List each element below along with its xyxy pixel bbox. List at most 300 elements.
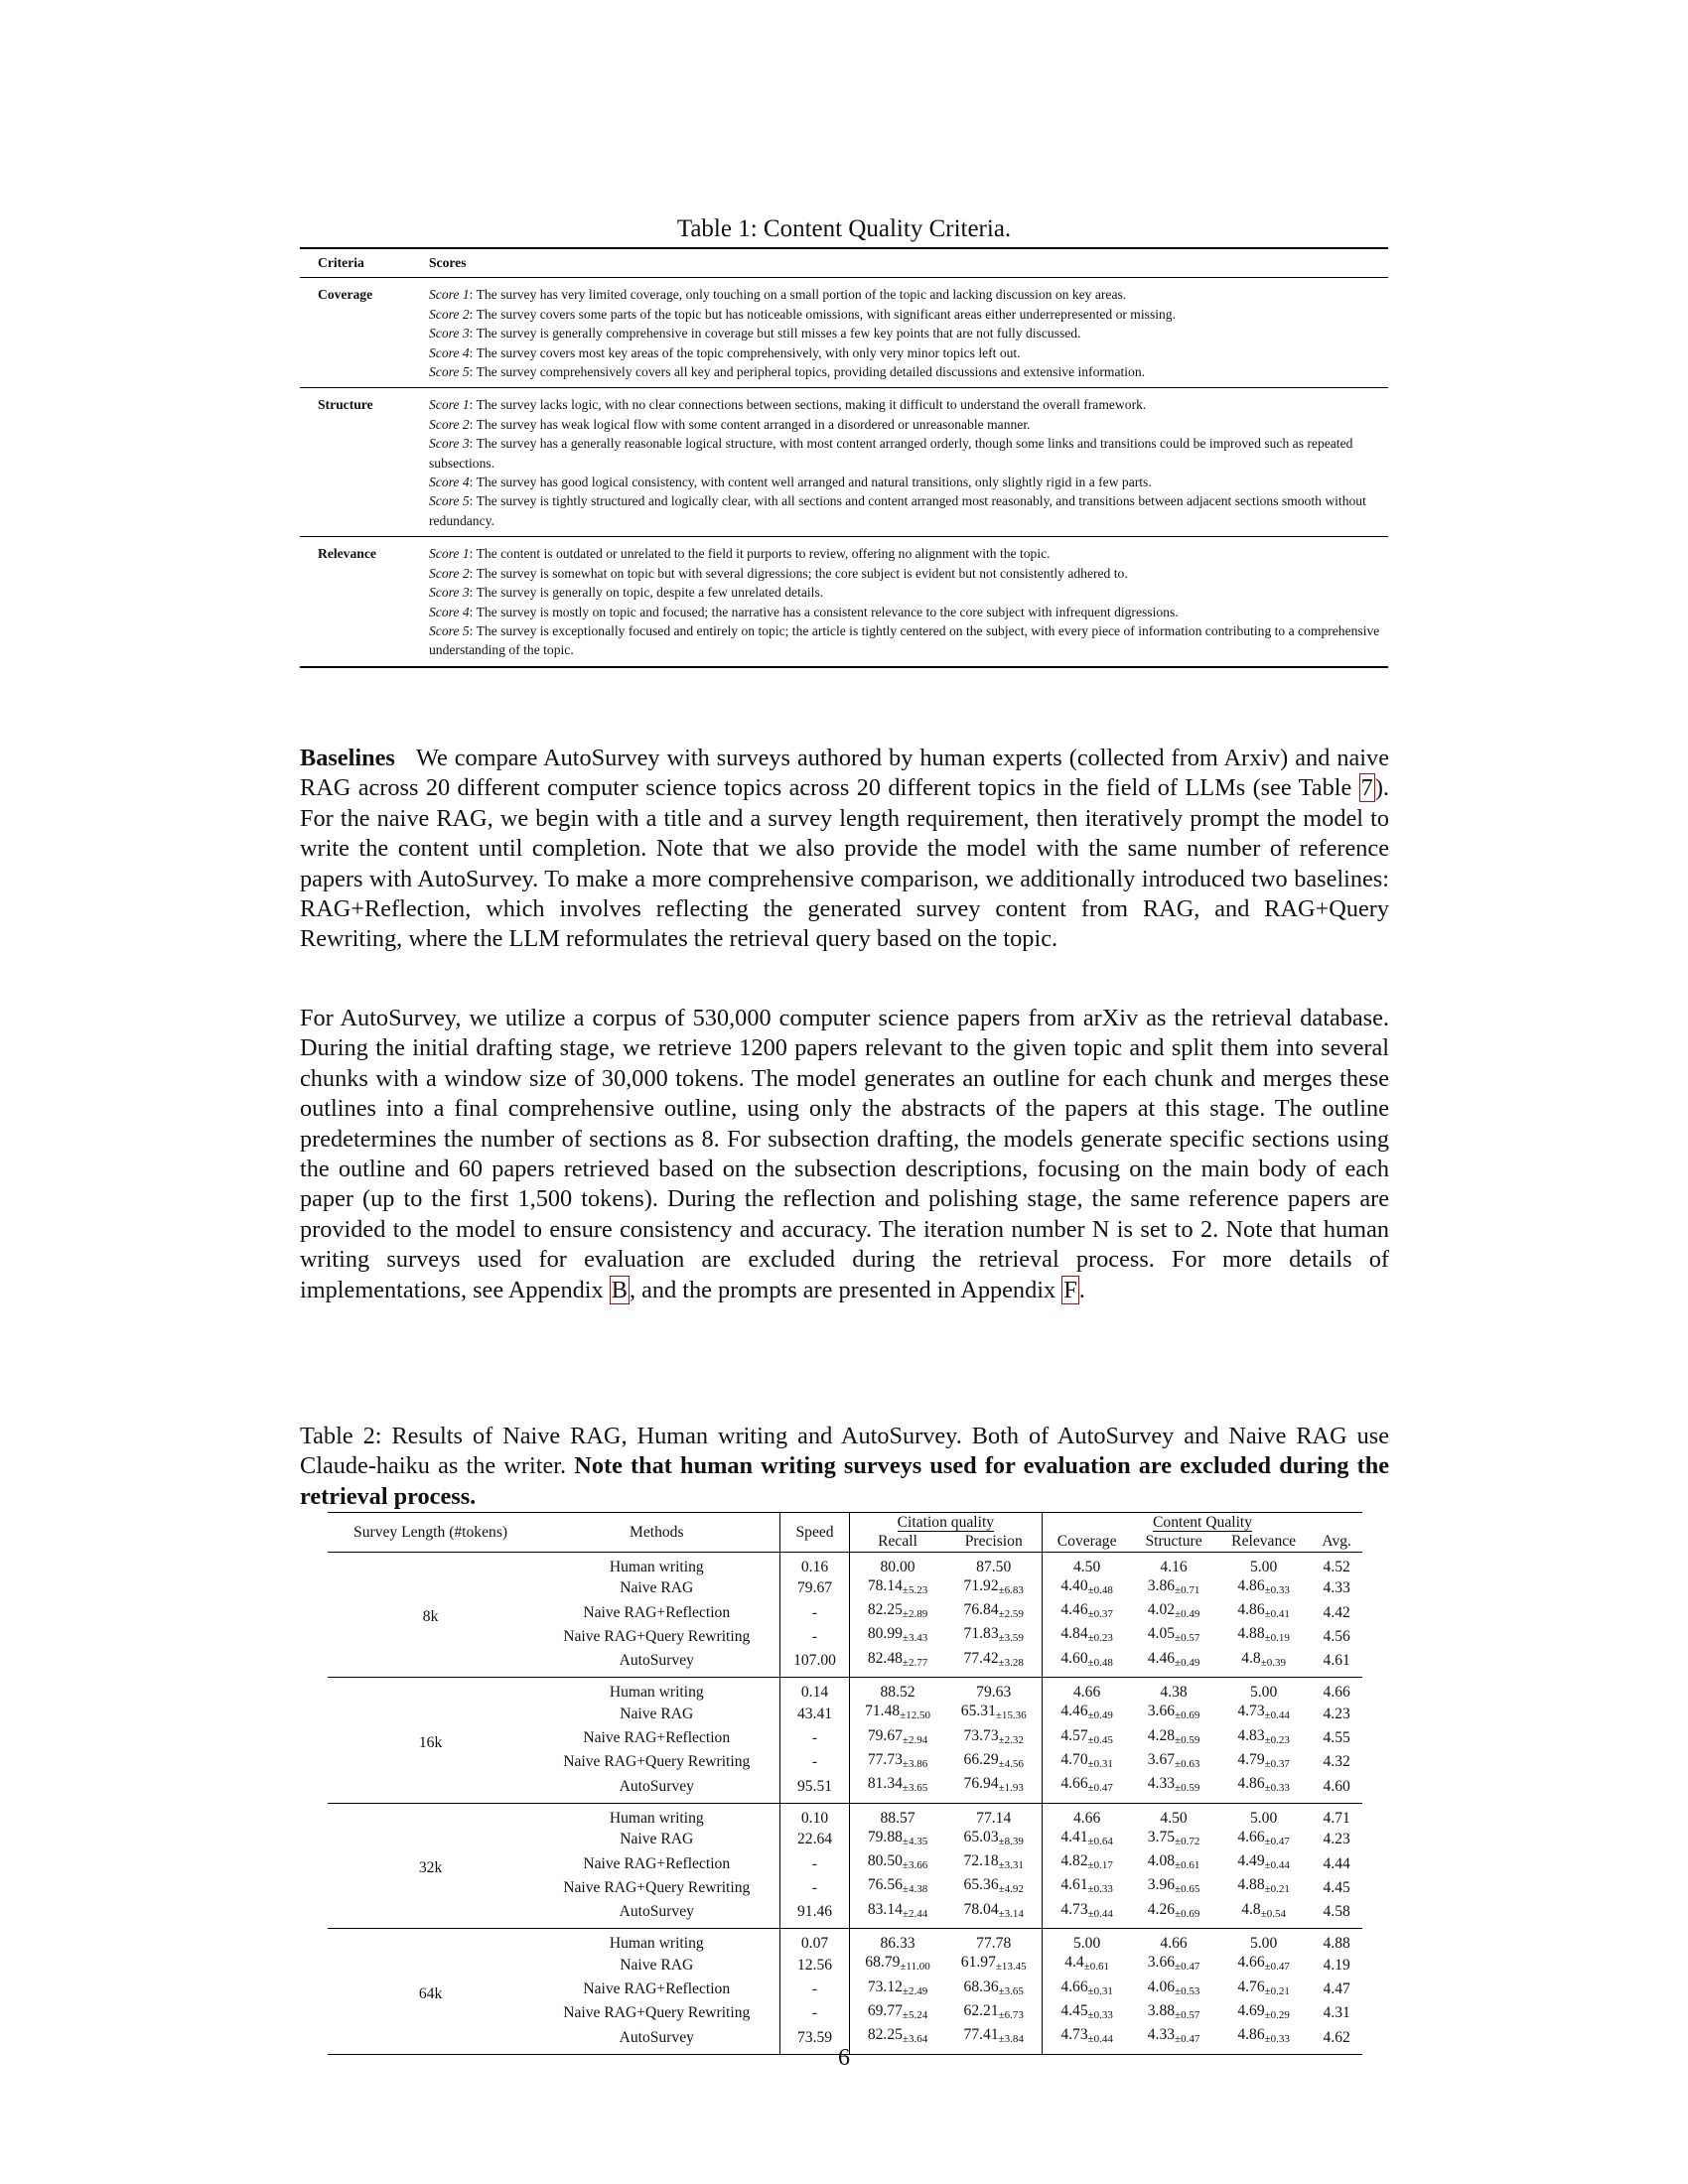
score-label: Score 1 — [429, 397, 470, 413]
precision-cell — [945, 1576, 1042, 1600]
recall-value: 69.77 — [867, 2001, 903, 2019]
structure-value: 3.75 — [1147, 1828, 1176, 1845]
score-description — [429, 473, 1388, 491]
speed-cell: 0.07 — [780, 1929, 849, 1954]
relevance-cell — [1216, 1929, 1311, 1954]
precision-cell — [945, 1875, 1042, 1899]
speed-cell: 79.67 — [780, 1576, 849, 1600]
recall-std: ±2.94 — [902, 1733, 928, 1746]
score-text: : The survey is somewhat on topic but with several digressions; the core subject is evident but not consistently adhered to. — [469, 565, 1128, 581]
baselines-text-b: ). For the naive RAG, we begin with a title and a survey length requirement, then iteratively prompt the model to write the content until completion. Note that we also provide the model with the same number of reference papers with AutoSurvey. To make a more comprehensive comparison, we additionally introduced two baselines: RAG+Reflection, which involves reflecting the generated survey content from RAG, and RAG+Query Rewriting, where the LLM reformulates the retrieval query based on the topic. — [300, 774, 1389, 953]
recall-cell — [849, 1600, 945, 1624]
score-label: Score 1 — [429, 546, 470, 562]
relevance-cell — [1216, 1774, 1311, 1803]
coverage-value: 4.84 — [1060, 1625, 1088, 1643]
avg-cell: 4.55 — [1323, 1729, 1350, 1747]
precision-std: ±3.84 — [998, 2033, 1024, 2046]
precision-cell — [945, 1953, 1042, 1977]
score-description — [429, 324, 1388, 342]
header-relevance: Relevance — [1231, 1533, 1297, 1551]
coverage-std: ±0.64 — [1087, 1835, 1113, 1847]
precision-cell — [945, 1678, 1042, 1703]
score-label: Score 2 — [429, 416, 470, 432]
speed-cell: - — [780, 1600, 849, 1624]
recall-std: ±4.35 — [902, 1835, 928, 1847]
recall-cell — [849, 1552, 945, 1576]
coverage-value: 4.66 — [1072, 1684, 1101, 1702]
method-cell: Human writing — [533, 1678, 780, 1703]
setup-text-a: For AutoSurvey, we utilize a corpus of 530,000 computer science papers from arXiv as the retrieval database. During the initial drafting stage, we retrieve 1200 papers relevant to the given topic and split them into several chunks with a window size of 30,000 tokens. The model generates an outline for each chunk and merges these outlines into a final comprehensive outline, using only the abstracts of the papers at this stage. The outline predetermines the number of sections as 8. For subsection drafting, the models generate specific sections using the outline and 60 papers retrieved based on the subsection descriptions, focusing on the main body of each paper (up to the first 1,500 tokens). During the reflection and polishing stage, the same reference papers are provided to the model to ensure consistency and accuracy. The iteration number N is set to 2. Note that human writing surveys used for evaluation are excluded during the retrieval process. For more details of implementations, see Appendix — [300, 1005, 1389, 1303]
coverage-cell — [1043, 1851, 1132, 1875]
structure-std: ±0.63 — [1175, 1757, 1200, 1770]
score-text: : The survey lacks logic, with no clear connections between sections, making it difficult to understand the overall framework. — [469, 397, 1147, 413]
speed-cell: 12.56 — [780, 1953, 849, 1977]
coverage-std: ±0.48 — [1087, 1656, 1113, 1669]
speed-cell: 95.51 — [780, 1774, 849, 1803]
relevance-std: ±0.21 — [1264, 1984, 1290, 1997]
avg-cell: 4.61 — [1323, 1652, 1350, 1670]
coverage-cell — [1043, 1750, 1132, 1774]
table1-header-scores: Scores — [429, 255, 467, 270]
relevance-std: ±0.41 — [1264, 1608, 1290, 1621]
setup-text-c: . — [1078, 1276, 1085, 1303]
coverage-cell — [1043, 1953, 1132, 1977]
score-description — [429, 621, 1388, 660]
recall-cell — [849, 1576, 945, 1600]
structure-cell — [1131, 2001, 1216, 2025]
score-label: Score 1 — [429, 287, 470, 303]
speed-cell: 0.14 — [780, 1678, 849, 1703]
relevance-value: 4.86 — [1237, 1576, 1265, 1594]
method-cell: Naive RAG — [533, 1828, 780, 1851]
precision-value: 65.31 — [960, 1703, 996, 1720]
structure-cell — [1131, 1978, 1216, 2001]
structure-cell — [1131, 1600, 1216, 1624]
precision-std: ±13.45 — [995, 1961, 1027, 1974]
recall-std: ±2.44 — [902, 1907, 928, 1920]
survey-length-cell: 16k — [418, 1733, 443, 1751]
table-row — [328, 1929, 1362, 1954]
structure-std: ±0.69 — [1175, 1709, 1200, 1722]
structure-cell — [1131, 1552, 1216, 1576]
precision-std: ±1.93 — [998, 1782, 1024, 1795]
score-text: : The survey is generally comprehensive in coverage but still misses a few key points that are not fully discussed. — [469, 326, 1081, 341]
structure-value: 4.66 — [1160, 1935, 1188, 1953]
relevance-cell — [1216, 1702, 1311, 1725]
recall-value: 80.99 — [867, 1625, 903, 1643]
relevance-value: 5.00 — [1249, 1684, 1278, 1702]
coverage-value: 4.82 — [1060, 1852, 1088, 1870]
recall-value: 71.48 — [865, 1703, 901, 1720]
recall-value: 80.50 — [867, 1852, 903, 1870]
results-table — [328, 1512, 1362, 2055]
score-description — [429, 544, 1388, 563]
precision-value: 77.78 — [976, 1935, 1012, 1953]
method-cell: Human writing — [533, 1552, 780, 1576]
score-text: : The survey comprehensively covers all key and peripheral topics, providing detailed discussions and extensive information. — [469, 364, 1146, 380]
recall-std: ±2.49 — [902, 1984, 928, 1997]
structure-std: ±0.59 — [1175, 1733, 1200, 1746]
recall-value: 88.57 — [880, 1809, 915, 1827]
relevance-std: ±0.33 — [1264, 1782, 1290, 1795]
precision-value: 68.36 — [963, 1978, 999, 1995]
precision-cell — [945, 1702, 1042, 1725]
score-description — [429, 434, 1388, 473]
criterion-scores — [429, 388, 1388, 537]
recall-value: 79.67 — [867, 1726, 903, 1744]
recall-cell — [849, 1678, 945, 1703]
speed-cell: - — [780, 1875, 849, 1899]
precision-value: 71.83 — [963, 1625, 999, 1643]
relevance-std: ±0.39 — [1260, 1656, 1287, 1669]
score-description — [429, 415, 1388, 434]
coverage-value: 4.46 — [1060, 1601, 1088, 1619]
recall-value: 73.12 — [867, 1978, 903, 1995]
coverage-value: 4.66 — [1060, 1978, 1088, 1995]
coverage-value: 4.66 — [1060, 1775, 1088, 1793]
structure-value: 3.66 — [1147, 1703, 1176, 1720]
structure-std: ±0.71 — [1175, 1583, 1200, 1596]
precision-std: ±3.59 — [998, 1632, 1024, 1645]
table-row — [328, 1803, 1362, 1828]
header-survey-length: Survey Length (#tokens) — [353, 1523, 508, 1541]
speed-cell: 22.64 — [780, 1828, 849, 1851]
speed-cell: - — [780, 1978, 849, 2001]
baselines-heading: Baselines — [300, 745, 395, 771]
length-group-64k — [328, 1929, 1362, 2054]
page-number: 6 — [838, 2045, 850, 2071]
coverage-std: ±0.49 — [1087, 1709, 1113, 1722]
avg-cell: 4.62 — [1323, 2028, 1350, 2046]
recall-cell — [849, 1929, 945, 1954]
method-cell: Human writing — [533, 1929, 780, 1954]
recall-cell — [849, 1851, 945, 1875]
structure-cell — [1131, 1678, 1216, 1703]
avg-cell: 4.60 — [1323, 1777, 1350, 1795]
relevance-std: ±0.33 — [1264, 2033, 1290, 2046]
precision-value: 77.41 — [963, 2026, 999, 2044]
avg-cell: 4.42 — [1323, 1603, 1350, 1621]
precision-cell — [945, 1851, 1042, 1875]
structure-value: 4.02 — [1147, 1601, 1176, 1619]
structure-value: 4.08 — [1147, 1852, 1176, 1870]
coverage-std: ±0.48 — [1087, 1583, 1113, 1596]
avg-cell: 4.19 — [1323, 1956, 1350, 1974]
method-cell: AutoSurvey — [533, 1900, 780, 1929]
relevance-cell — [1216, 1726, 1311, 1750]
precision-std: ±3.65 — [998, 1984, 1024, 1997]
structure-std: ±0.72 — [1175, 1835, 1200, 1847]
relevance-std: ±0.44 — [1264, 1709, 1290, 1722]
structure-std: ±0.59 — [1175, 1782, 1200, 1795]
structure-value: 4.28 — [1147, 1726, 1176, 1744]
structure-std: ±0.57 — [1175, 1632, 1200, 1645]
content-quality-criteria-table — [300, 247, 1388, 668]
structure-std: ±0.49 — [1175, 1608, 1200, 1621]
score-text: : The survey has weak logical flow with some content arranged in a disordered or unreasonable manner. — [469, 416, 1031, 432]
structure-cell — [1131, 1929, 1216, 1954]
coverage-cell — [1043, 1803, 1132, 1828]
coverage-value: 4.73 — [1060, 2026, 1088, 2044]
precision-value: 65.36 — [963, 1876, 999, 1894]
structure-std: ±0.53 — [1175, 1984, 1200, 1997]
structure-std: ±0.57 — [1175, 2008, 1200, 2021]
recall-value: 88.52 — [880, 1684, 915, 1702]
structure-std: ±0.47 — [1175, 1961, 1200, 1974]
relevance-cell — [1216, 1978, 1311, 2001]
structure-cell — [1131, 1900, 1216, 1929]
survey-length-cell: 32k — [418, 1859, 443, 1877]
coverage-std: ±0.33 — [1087, 1883, 1113, 1896]
precision-cell — [945, 1900, 1042, 1929]
coverage-cell — [1043, 1678, 1132, 1703]
criteria-row — [300, 278, 1388, 388]
recall-std: ±3.66 — [902, 1859, 928, 1872]
recall-cell — [849, 1875, 945, 1899]
precision-value: 73.73 — [963, 1726, 999, 1744]
recall-std: ±3.43 — [902, 1632, 928, 1645]
coverage-cell — [1043, 1828, 1132, 1851]
length-group-16k — [328, 1678, 1362, 1803]
precision-value: 79.63 — [976, 1684, 1012, 1702]
relevance-value: 4.86 — [1237, 2026, 1265, 2044]
avg-cell: 4.23 — [1323, 1831, 1350, 1848]
appendix-b-link[interactable]: B — [611, 1276, 628, 1303]
recall-cell — [849, 1900, 945, 1929]
relevance-cell — [1216, 1649, 1311, 1678]
recall-value: 82.25 — [867, 2026, 903, 2044]
relevance-cell — [1216, 1750, 1311, 1774]
recall-cell — [849, 1978, 945, 2001]
method-cell: Naive RAG+Reflection — [533, 1978, 780, 2001]
structure-value: 3.86 — [1147, 1576, 1176, 1594]
relevance-value: 4.69 — [1237, 2001, 1265, 2019]
precision-cell — [945, 1774, 1042, 1803]
precision-value: 61.97 — [960, 1954, 996, 1972]
structure-value: 3.96 — [1147, 1876, 1176, 1894]
score-description — [429, 343, 1388, 362]
precision-value: 76.94 — [963, 1775, 999, 1793]
precision-cell — [945, 1624, 1042, 1648]
method-cell: Naive RAG+Query Rewriting — [533, 2001, 780, 2025]
coverage-cell — [1043, 2001, 1132, 2025]
precision-value: 71.92 — [963, 1576, 999, 1594]
structure-std: ±0.69 — [1175, 1907, 1200, 1920]
score-description — [429, 395, 1388, 414]
speed-cell: - — [780, 1750, 849, 1774]
relevance-cell — [1216, 1600, 1311, 1624]
score-text: : The survey has a generally reasonable logical structure, with most content arranged orderly, though some links and transitions could be improved such as repeated subsections. — [429, 436, 1353, 471]
score-text: : The survey is mostly on topic and focused; the narrative has a consistent relevance to the core subject with infrequent digressions. — [469, 604, 1179, 619]
precision-std: ±3.31 — [998, 1859, 1024, 1872]
precision-cell — [945, 1828, 1042, 1851]
header-content-quality: Content Quality — [1153, 1514, 1253, 1531]
recall-cell — [849, 1649, 945, 1678]
header-methods: Methods — [533, 1513, 780, 1553]
relevance-value: 4.73 — [1237, 1703, 1265, 1720]
criterion-name: Relevance — [318, 546, 376, 562]
coverage-value: 5.00 — [1072, 1935, 1101, 1953]
structure-cell — [1131, 1851, 1216, 1875]
score-label: Score 4 — [429, 475, 470, 490]
score-text: : The survey has good logical consistency, with content well arranged and natural transitions, only slightly rigid in a few parts. — [469, 475, 1152, 490]
method-cell: Naive RAG — [533, 1953, 780, 1977]
recall-std: ±3.64 — [902, 2033, 928, 2046]
recall-value: 68.79 — [865, 1954, 901, 1972]
coverage-std: ±0.47 — [1087, 1782, 1113, 1795]
recall-value: 83.14 — [867, 1900, 903, 1918]
score-text: : The survey covers most key areas of the topic comprehensively, with only very minor topics left out. — [469, 344, 1021, 360]
precision-cell — [945, 1552, 1042, 1576]
precision-std: ±6.73 — [998, 2008, 1024, 2021]
table1-caption: Table 1: Content Quality Criteria. — [676, 215, 1012, 242]
structure-value: 4.05 — [1147, 1625, 1176, 1643]
precision-cell — [945, 1649, 1042, 1678]
score-description — [429, 603, 1388, 621]
coverage-std: ±0.61 — [1083, 1961, 1110, 1974]
coverage-cell — [1043, 1552, 1132, 1576]
precision-value: 72.18 — [963, 1852, 999, 1870]
speed-cell: 91.46 — [780, 1900, 849, 1929]
avg-cell: 4.32 — [1323, 1753, 1350, 1771]
structure-value: 3.66 — [1147, 1954, 1176, 1972]
relevance-cell — [1216, 1552, 1311, 1576]
precision-cell — [945, 1600, 1042, 1624]
structure-value: 3.67 — [1147, 1750, 1176, 1768]
recall-std: ±11.00 — [900, 1961, 930, 1974]
coverage-cell — [1043, 1978, 1132, 2001]
coverage-std: ±0.33 — [1087, 2008, 1113, 2021]
table1-header-row — [300, 248, 1388, 278]
relevance-value: 4.86 — [1237, 1775, 1265, 1793]
avg-cell: 4.56 — [1323, 1627, 1350, 1645]
appendix-f-link[interactable]: F — [1063, 1276, 1077, 1303]
score-label: Score 4 — [429, 344, 470, 360]
relevance-value: 4.66 — [1237, 1828, 1265, 1845]
avg-cell: 4.31 — [1323, 2004, 1350, 2022]
header-structure: Structure — [1145, 1533, 1202, 1551]
criterion-name: Structure — [318, 397, 373, 413]
method-cell: Naive RAG — [533, 1702, 780, 1725]
table-row — [328, 1552, 1362, 1576]
coverage-value: 4.4 — [1064, 1954, 1084, 1972]
structure-value: 4.33 — [1147, 1775, 1176, 1793]
method-cell: Naive RAG+Reflection — [533, 1600, 780, 1624]
speed-cell: - — [780, 1851, 849, 1875]
precision-std: ±3.28 — [998, 1656, 1024, 1669]
relevance-value: 4.76 — [1237, 1978, 1265, 1995]
speed-cell: - — [780, 1726, 849, 1750]
score-description — [429, 583, 1388, 602]
avg-cell: 4.66 — [1323, 1684, 1350, 1702]
autosurvey-setup-paragraph — [300, 1004, 1389, 1305]
score-label: Score 2 — [429, 306, 470, 322]
coverage-value: 4.41 — [1060, 1828, 1088, 1845]
coverage-value: 4.73 — [1060, 1900, 1088, 1918]
structure-cell — [1131, 1875, 1216, 1899]
method-cell: Human writing — [533, 1803, 780, 1828]
avg-cell: 4.44 — [1323, 1854, 1350, 1872]
avg-cell: 4.88 — [1323, 1935, 1350, 1953]
relevance-value: 4.88 — [1237, 1876, 1265, 1894]
score-description — [429, 564, 1388, 583]
table2-caption-text: Table 2: Results of Naive RAG, Human writing and AutoSurvey. Both of AutoSurvey and Naive RAG use Claude-haiku as the writer. — [300, 1423, 1389, 1480]
precision-value: 77.14 — [976, 1809, 1012, 1827]
relevance-cell — [1216, 1851, 1311, 1875]
score-label: Score 3 — [429, 326, 470, 341]
precision-std: ±3.14 — [998, 1907, 1024, 1920]
coverage-cell — [1043, 1624, 1132, 1648]
structure-cell — [1131, 1803, 1216, 1828]
relevance-value: 4.66 — [1237, 1954, 1265, 1972]
relevance-cell — [1216, 1875, 1311, 1899]
score-label: Score 3 — [429, 585, 470, 601]
recall-cell — [849, 1953, 945, 1977]
precision-std: ±15.36 — [995, 1709, 1027, 1722]
speed-cell: 73.59 — [780, 2025, 849, 2054]
coverage-std: ±0.31 — [1087, 1757, 1113, 1770]
relevance-std: ±0.29 — [1264, 2008, 1290, 2021]
coverage-std: ±0.37 — [1087, 1608, 1113, 1621]
recall-value: 82.48 — [867, 1649, 903, 1667]
score-label: Score 4 — [429, 604, 470, 619]
score-label: Score 5 — [429, 364, 470, 380]
structure-value: 4.33 — [1147, 2026, 1176, 2044]
coverage-cell — [1043, 1649, 1132, 1678]
table-7-link[interactable]: 7 — [1360, 774, 1373, 802]
coverage-cell — [1043, 1929, 1132, 1954]
precision-cell — [945, 1750, 1042, 1774]
recall-cell — [849, 1803, 945, 1828]
coverage-cell — [1043, 1576, 1132, 1600]
setup-text-b: , and the prompts are presented in Appendix — [629, 1276, 1062, 1303]
score-description — [429, 362, 1388, 381]
structure-cell — [1131, 1576, 1216, 1600]
baselines-text-a: We compare AutoSurvey with surveys authored by human experts (collected from Arxiv) and naive RAG across 20 different computer science topics across 20 different topics in the field of LLMs (see Table — [300, 745, 1389, 802]
relevance-std: ±0.23 — [1264, 1733, 1290, 1746]
method-cell: Naive RAG+Query Rewriting — [533, 1875, 780, 1899]
precision-cell — [945, 2025, 1042, 2054]
coverage-cell — [1043, 1774, 1132, 1803]
structure-value: 4.50 — [1160, 1809, 1188, 1827]
relevance-cell — [1216, 2001, 1311, 2025]
precision-value: 78.04 — [963, 1900, 999, 1918]
score-text: : The content is outdated or unrelated to the field it purports to review, offering no alignment with the topic. — [469, 546, 1051, 562]
recall-std: ±3.65 — [902, 1782, 928, 1795]
method-cell: Naive RAG+Reflection — [533, 1851, 780, 1875]
score-text: : The survey covers some parts of the topic but has noticeable omissions, with significant areas either underrepresented or missing. — [469, 306, 1177, 322]
relevance-cell — [1216, 1678, 1311, 1703]
coverage-std: ±0.44 — [1087, 2033, 1113, 2046]
relevance-cell — [1216, 1900, 1311, 1929]
relevance-value: 4.8 — [1241, 1649, 1261, 1667]
relevance-value: 4.83 — [1237, 1726, 1265, 1744]
method-cell: AutoSurvey — [533, 2025, 780, 2054]
structure-cell — [1131, 1702, 1216, 1725]
structure-std: ±0.47 — [1175, 2033, 1200, 2046]
length-group-8k — [328, 1552, 1362, 1677]
precision-value: 77.42 — [963, 1649, 999, 1667]
precision-std: ±4.56 — [998, 1757, 1024, 1770]
coverage-cell — [1043, 1600, 1132, 1624]
recall-value: 78.14 — [867, 1576, 903, 1594]
relevance-cell — [1216, 1803, 1311, 1828]
recall-cell — [849, 1750, 945, 1774]
recall-value: 86.33 — [880, 1935, 915, 1953]
table2-caption-note: Note that human writing surveys used for evaluation are excluded during the retrieval process. — [300, 1452, 1389, 1510]
coverage-value: 4.66 — [1072, 1809, 1101, 1827]
header-avg: Avg. — [1322, 1533, 1351, 1551]
